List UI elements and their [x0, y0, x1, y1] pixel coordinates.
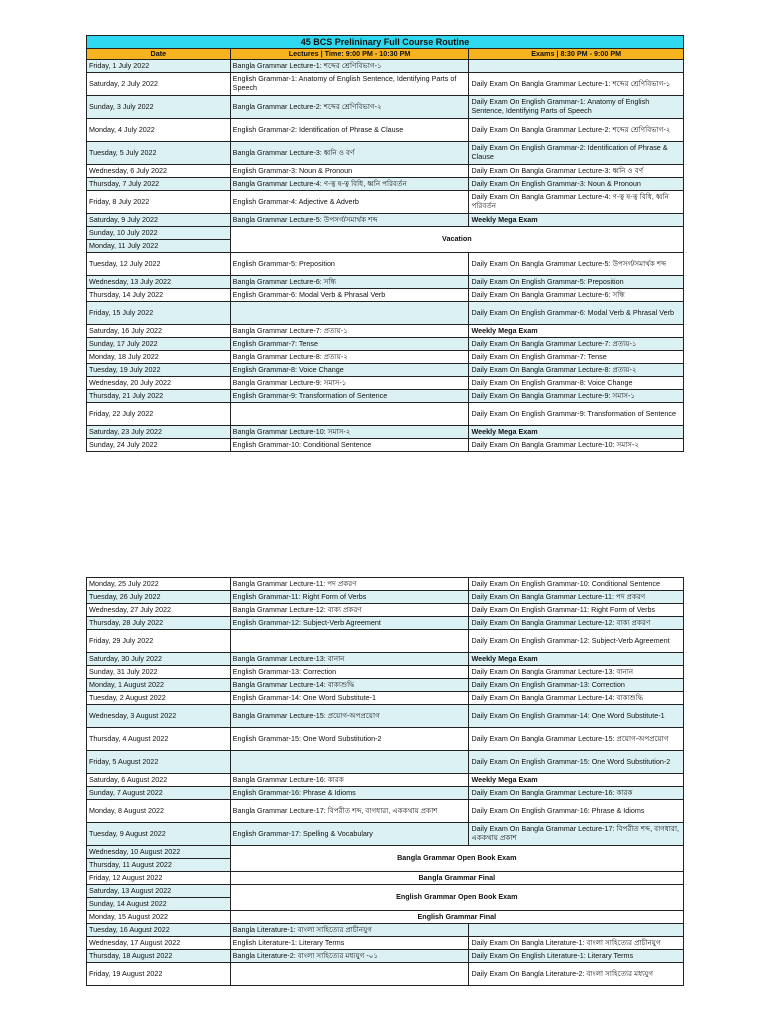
exam-cell: Daily Exam On Bangla Grammar Lecture-4: ণ-ত্ব ষ-ত্ব বিধি, ধ্বনি পরিবর্তন: [469, 191, 684, 214]
date-cell: Thursday, 18 August 2022: [87, 950, 231, 963]
date-cell: Monday, 4 July 2022: [87, 119, 231, 142]
lecture-cell: English Grammar-4: Adjective & Adverb: [230, 191, 469, 214]
exam-cell: Weekly Mega Exam: [469, 214, 684, 227]
merged-event-cell: Vacation: [230, 227, 683, 253]
schedule-row: [87, 289, 684, 302]
date-cell: Wednesday, 17 August 2022: [87, 937, 231, 950]
date-cell: Saturday, 9 July 2022: [87, 214, 231, 227]
schedule-row: [87, 751, 684, 774]
date-cell: Friday, 22 July 2022: [87, 403, 231, 426]
schedule-row: [87, 787, 684, 800]
exam-cell: Daily Exam On English Grammar-9: Transformation of Sentence: [469, 403, 684, 426]
schedule-row: [87, 924, 684, 937]
schedule-row: [87, 963, 684, 986]
schedule-row: [87, 885, 684, 898]
schedule-row: [87, 96, 684, 119]
exam-cell: Daily Exam On English Grammar-8: Voice Change: [469, 377, 684, 390]
exam-cell: Daily Exam On English Literature-1: Literary Terms: [469, 950, 684, 963]
exam-cell: Weekly Mega Exam: [469, 774, 684, 787]
date-cell: Sunday, 3 July 2022: [87, 96, 231, 119]
schedule-row: [87, 227, 684, 240]
date-cell: Sunday, 24 July 2022: [87, 439, 231, 452]
lecture-cell: English Grammar-3: Noun & Pronoun: [230, 165, 469, 178]
lecture-cell: [230, 403, 469, 426]
routine-table-1: [86, 35, 684, 452]
exam-cell: Daily Exam On English Grammar-2: Identification of Phrase & Clause: [469, 142, 684, 165]
lecture-cell: Bangla Grammar Lecture-10: সমাস-২: [230, 426, 469, 439]
date-cell: Thursday, 14 July 2022: [87, 289, 231, 302]
date-cell: Monday, 15 August 2022: [87, 911, 231, 924]
schedule-row: [87, 276, 684, 289]
lecture-cell: Bangla Grammar Lecture-4: ণ-ত্ব ষ-ত্ব বিধি, ধ্বনি পরিবর্তন: [230, 178, 469, 191]
exam-cell: Daily Exam On English Grammar-11: Right Form of Verbs: [469, 604, 684, 617]
schedule-row: [87, 325, 684, 338]
schedule-row: [87, 872, 684, 885]
exam-cell: Daily Exam On Bangla Grammar Lecture-16: কারক: [469, 787, 684, 800]
exam-cell: Daily Exam On Bangla Grammar Lecture-1: শব্দের শ্রেণিবিভাগ-১: [469, 73, 684, 96]
schedule-row: [87, 377, 684, 390]
merged-event-cell: Bangla Grammar Open Book Exam: [230, 846, 683, 872]
lecture-cell: [230, 302, 469, 325]
lecture-cell: Bangla Grammar Lecture-14: বাক্যশুদ্ধি: [230, 679, 469, 692]
schedule-row: [87, 578, 684, 591]
schedule-row: [87, 653, 684, 666]
lecture-cell: Bangla Grammar Lecture-16: কারক: [230, 774, 469, 787]
lecture-cell: [230, 963, 469, 986]
date-cell: Friday, 1 July 2022: [87, 60, 231, 73]
lecture-cell: Bangla Grammar Lecture-2: শব্দের শ্রেণিবিভাগ-২: [230, 96, 469, 119]
date-cell: Wednesday, 3 August 2022: [87, 705, 231, 728]
date-cell: Wednesday, 6 July 2022: [87, 165, 231, 178]
lecture-cell: Bangla Grammar Lecture-13: বানান: [230, 653, 469, 666]
date-cell: Wednesday, 10 August 2022: [87, 846, 231, 859]
date-cell: Thursday, 7 July 2022: [87, 178, 231, 191]
date-cell: Tuesday, 12 July 2022: [87, 253, 231, 276]
lecture-cell: Bangla Grammar Lecture-5: উপসর্গ/সমার্থক শব্দ: [230, 214, 469, 227]
exam-cell: Daily Exam On Bangla Grammar Lecture-15: প্রয়োগ-অপপ্রয়োগ: [469, 728, 684, 751]
exam-cell: Daily Exam On Bangla Grammar Lecture-13: বানান: [469, 666, 684, 679]
lecture-cell: Bangla Grammar Lecture-8: প্রত্যয়-২: [230, 351, 469, 364]
exam-cell: Daily Exam On Bangla Grammar Lecture-12: বাক্য প্রকরণ: [469, 617, 684, 630]
date-cell: Tuesday, 26 July 2022: [87, 591, 231, 604]
exam-cell: Weekly Mega Exam: [469, 426, 684, 439]
schedule-row: [87, 617, 684, 630]
exam-cell: Daily Exam On Bangla Grammar Lecture-9: সমাস-১: [469, 390, 684, 403]
exam-cell: Daily Exam On Bangla Literature-1: বাংলা সাহিত্যের প্রাচীনযুগ: [469, 937, 684, 950]
date-cell: Tuesday, 19 July 2022: [87, 364, 231, 377]
exam-cell: Daily Exam On Bangla Grammar Lecture-8: প্রত্যয়-২: [469, 364, 684, 377]
schedule-row: [87, 191, 684, 214]
schedule-row: [87, 604, 684, 617]
schedule-row: [87, 846, 684, 859]
date-cell: Tuesday, 5 July 2022: [87, 142, 231, 165]
exam-cell: Daily Exam On Bangla Grammar Lecture-5: উপসর্গ/সমার্থক শব্দ: [469, 253, 684, 276]
lecture-cell: English Literature-1: Literary Terms: [230, 937, 469, 950]
schedule-row: [87, 364, 684, 377]
header-row: [87, 49, 684, 60]
date-cell: Wednesday, 20 July 2022: [87, 377, 231, 390]
lecture-cell: English Grammar-12: Subject-Verb Agreement: [230, 617, 469, 630]
date-cell: Monday, 8 August 2022: [87, 800, 231, 823]
lectures-column-header: Lectures | Time: 9:00 PM - 10:30 PM: [230, 49, 469, 60]
date-cell: Monday, 1 August 2022: [87, 679, 231, 692]
lecture-cell: Bangla Grammar Lecture-7: প্রত্যয়-১: [230, 325, 469, 338]
lecture-cell: English Grammar-16: Phrase & Idioms: [230, 787, 469, 800]
lecture-cell: Bangla Grammar Lecture-1: শব্দের শ্রেণিবিভাগ-১: [230, 60, 469, 73]
schedule-row: [87, 439, 684, 452]
lecture-cell: Bangla Grammar Lecture-6: সন্ধি: [230, 276, 469, 289]
schedule-row: [87, 692, 684, 705]
schedule-row: [87, 60, 684, 73]
schedule-row: [87, 774, 684, 787]
date-cell: Sunday, 17 July 2022: [87, 338, 231, 351]
date-cell: Monday, 25 July 2022: [87, 578, 231, 591]
lecture-cell: [230, 751, 469, 774]
schedule-row: [87, 666, 684, 679]
date-cell: Tuesday, 16 August 2022: [87, 924, 231, 937]
schedule-row: [87, 338, 684, 351]
date-cell: Friday, 15 July 2022: [87, 302, 231, 325]
schedule-row: [87, 679, 684, 692]
exam-cell: Daily Exam On Bangla Grammar Lecture-6: সন্ধি: [469, 289, 684, 302]
lecture-cell: [230, 630, 469, 653]
exam-cell: Weekly Mega Exam: [469, 653, 684, 666]
exam-cell: [469, 924, 684, 937]
exam-cell: Daily Exam On Bangla Grammar Lecture-17: বিপরীত শব্দ, বাগধারা, এককথায় প্রকাশ: [469, 823, 684, 846]
date-cell: Saturday, 2 July 2022: [87, 73, 231, 96]
date-cell: Tuesday, 2 August 2022: [87, 692, 231, 705]
lecture-cell: English Grammar-9: Transformation of Sentence: [230, 390, 469, 403]
date-cell: Saturday, 16 July 2022: [87, 325, 231, 338]
exam-cell: Daily Exam On Bangla Grammar Lecture-3: ধ্বনি ও বর্ণ: [469, 165, 684, 178]
schedule-row: [87, 73, 684, 96]
date-cell: Friday, 29 July 2022: [87, 630, 231, 653]
exam-cell: Daily Exam On English Grammar-12: Subject-Verb Agreement: [469, 630, 684, 653]
date-cell: Wednesday, 27 July 2022: [87, 604, 231, 617]
lecture-cell: Bangla Literature-1: বাংলা সাহিত্যের প্রাচীনযুগ: [230, 924, 469, 937]
date-cell: Saturday, 13 August 2022: [87, 885, 231, 898]
exam-cell: Daily Exam On Bangla Grammar Lecture-7: প্রত্যয়-১: [469, 338, 684, 351]
date-cell: Thursday, 28 July 2022: [87, 617, 231, 630]
date-cell: Thursday, 11 August 2022: [87, 859, 231, 872]
schedule-row: [87, 165, 684, 178]
exam-cell: Daily Exam On English Grammar-7: Tense: [469, 351, 684, 364]
merged-event-cell: Bangla Grammar Final: [230, 872, 683, 885]
schedule-row: [87, 178, 684, 191]
schedule-row: [87, 214, 684, 227]
schedule-row: [87, 800, 684, 823]
exam-cell: Daily Exam On Bangla Grammar Lecture-14: বাক্যশুদ্ধি: [469, 692, 684, 705]
lecture-cell: Bangla Grammar Lecture-17: বিপরীত শব্দ, বাগধারা, এককথায় প্রকাশ: [230, 800, 469, 823]
date-cell: Saturday, 6 August 2022: [87, 774, 231, 787]
exams-column-header: Exams | 8:30 PM - 9:00 PM: [469, 49, 684, 60]
lecture-cell: Bangla Literature-2: বাংলা সাহিত্যের মধ্যযুগ -০১: [230, 950, 469, 963]
lecture-cell: English Grammar-5: Preposition: [230, 253, 469, 276]
schedule-row: [87, 728, 684, 751]
lecture-cell: English Grammar-13: Correction: [230, 666, 469, 679]
date-cell: Saturday, 30 July 2022: [87, 653, 231, 666]
lecture-cell: English Grammar-6: Modal Verb & Phrasal Verb: [230, 289, 469, 302]
exam-cell: Weekly Mega Exam: [469, 325, 684, 338]
lecture-cell: Bangla Grammar Lecture-11: পদ প্রকরণ: [230, 578, 469, 591]
lecture-cell: Bangla Grammar Lecture-9: সমাস-১: [230, 377, 469, 390]
exam-cell: [469, 60, 684, 73]
exam-cell: Daily Exam On English Grammar-16: Phrase & Idioms: [469, 800, 684, 823]
exam-cell: Daily Exam On English Grammar-1: Anatomy of English Sentence, Identifying Parts of Speech: [469, 96, 684, 119]
schedule-row: [87, 253, 684, 276]
exam-cell: Daily Exam On Bangla Grammar Lecture-2: শব্দের শ্রেণিবিভাগ-২: [469, 119, 684, 142]
lecture-cell: English Grammar-2: Identification of Phrase & Clause: [230, 119, 469, 142]
exam-cell: Daily Exam On English Grammar-3: Noun & Pronoun: [469, 178, 684, 191]
lecture-cell: English Grammar-1: Anatomy of English Sentence, Identifying Parts of Speech: [230, 73, 469, 96]
date-cell: Wednesday, 13 July 2022: [87, 276, 231, 289]
schedule-row: [87, 950, 684, 963]
date-cell: Friday, 19 August 2022: [87, 963, 231, 986]
date-cell: Sunday, 7 August 2022: [87, 787, 231, 800]
date-cell: Thursday, 21 July 2022: [87, 390, 231, 403]
date-cell: Monday, 11 July 2022: [87, 240, 231, 253]
date-cell: Monday, 18 July 2022: [87, 351, 231, 364]
merged-event-cell: English Grammar Final: [230, 911, 683, 924]
date-cell: Sunday, 31 July 2022: [87, 666, 231, 679]
date-cell: Tuesday, 9 August 2022: [87, 823, 231, 846]
date-cell: Friday, 5 August 2022: [87, 751, 231, 774]
schedule-row: [87, 937, 684, 950]
schedule-row: [87, 630, 684, 653]
exam-cell: Daily Exam On English Grammar-13: Correction: [469, 679, 684, 692]
title-row: [87, 36, 684, 49]
routine-table-2: [86, 577, 684, 986]
date-cell: Friday, 8 July 2022: [87, 191, 231, 214]
lecture-cell: Bangla Grammar Lecture-15: প্রয়োগ-অপপ্রয়োগ: [230, 705, 469, 728]
schedule-row: [87, 302, 684, 325]
schedule-row: [87, 823, 684, 846]
schedule-row: [87, 351, 684, 364]
exam-cell: Daily Exam On English Grammar-10: Conditional Sentence: [469, 578, 684, 591]
exam-cell: Daily Exam On English Grammar-14: One Word Substitute-1: [469, 705, 684, 728]
schedule-row: [87, 142, 684, 165]
schedule-row: [87, 705, 684, 728]
schedule-row: [87, 591, 684, 604]
exam-cell: Daily Exam On Bangla Literature-2: বাংলা সাহিত্যের মধ্যযুগ: [469, 963, 684, 986]
lecture-cell: English Grammar-14: One Word Substitute-1: [230, 692, 469, 705]
exam-cell: Daily Exam On English Grammar-6: Modal Verb & Phrasal Verb: [469, 302, 684, 325]
lecture-cell: Bangla Grammar Lecture-12: বাক্য প্রকরণ: [230, 604, 469, 617]
date-cell: Friday, 12 August 2022: [87, 872, 231, 885]
schedule-row: [87, 403, 684, 426]
lecture-cell: English Grammar-10: Conditional Sentence: [230, 439, 469, 452]
lecture-cell: English Grammar-7: Tense: [230, 338, 469, 351]
exam-cell: Daily Exam On Bangla Grammar Lecture-10: সমাস-২: [469, 439, 684, 452]
date-cell: Saturday, 23 July 2022: [87, 426, 231, 439]
lecture-cell: English Grammar-15: One Word Substitution-2: [230, 728, 469, 751]
lecture-cell: English Grammar-11: Right Form of Verbs: [230, 591, 469, 604]
date-cell: Sunday, 10 July 2022: [87, 227, 231, 240]
merged-event-cell: English Grammar Open Book Exam: [230, 885, 683, 911]
routine-title: 45 BCS Prelininary Full Course Routine: [87, 36, 684, 49]
exam-cell: Daily Exam On Bangla Grammar Lecture-11: পদ প্রকরণ: [469, 591, 684, 604]
date-column-header: Date: [87, 49, 231, 60]
exam-cell: Daily Exam On English Grammar-15: One Word Substitution-2: [469, 751, 684, 774]
exam-cell: Daily Exam On English Grammar-5: Preposition: [469, 276, 684, 289]
schedule-row: [87, 911, 684, 924]
lecture-cell: Bangla Grammar Lecture-3: ধ্বনি ও বর্ণ: [230, 142, 469, 165]
schedule-row: [87, 426, 684, 439]
schedule-row: [87, 119, 684, 142]
lecture-cell: English Grammar-17: Spelling & Vocabulary: [230, 823, 469, 846]
date-cell: Thursday, 4 August 2022: [87, 728, 231, 751]
lecture-cell: English Grammar-8: Voice Change: [230, 364, 469, 377]
schedule-row: [87, 390, 684, 403]
date-cell: Sunday, 14 August 2022: [87, 898, 231, 911]
